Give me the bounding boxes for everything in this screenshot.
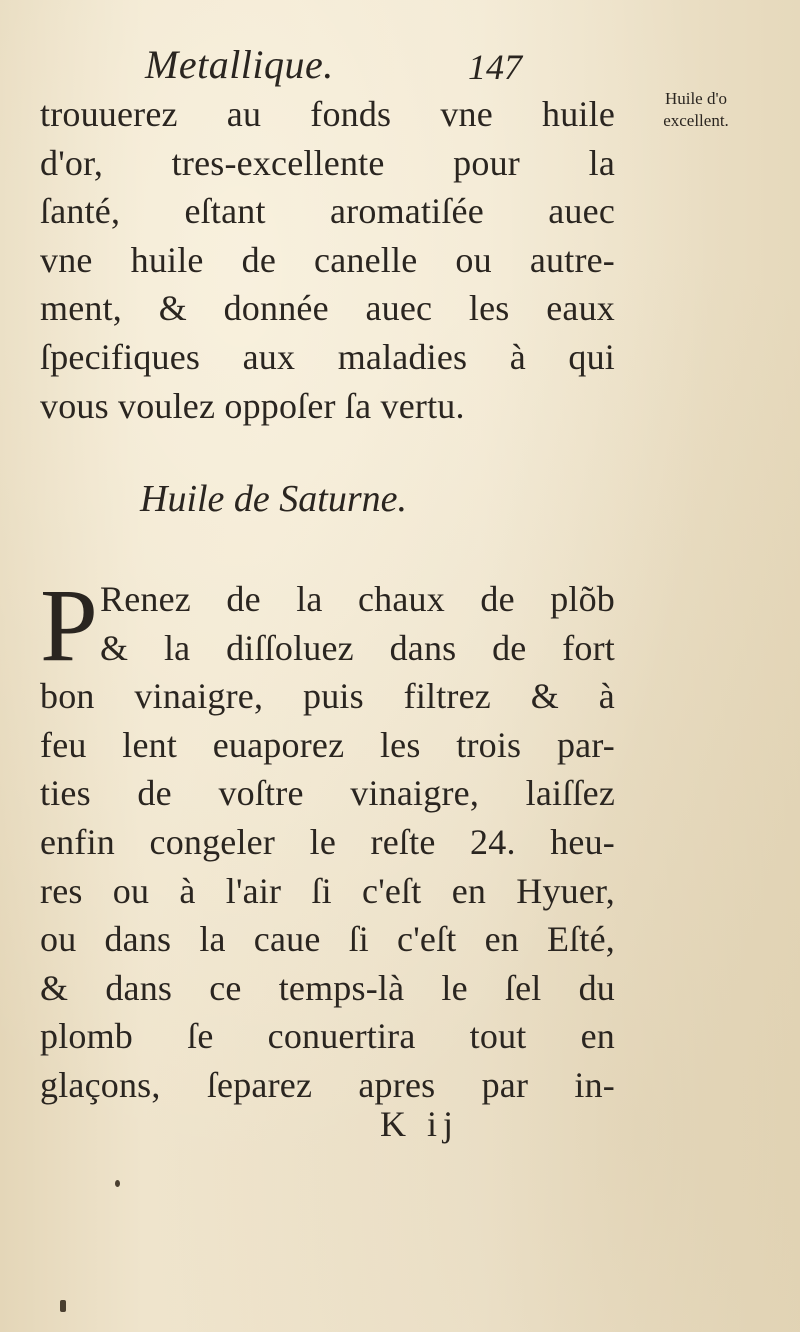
marginal-note-line: Huile d'o — [664, 89, 728, 108]
drop-cap: P — [40, 568, 98, 683]
text-line: res ou à l'air ſi c'eſt en Hyuer, — [40, 870, 615, 911]
text-line: glaçons, ſeparez apres par in- — [40, 1064, 615, 1105]
text-line: & la diſſoluez dans de fort — [100, 627, 615, 668]
text-line: d'or, tres-excellente pour la — [40, 142, 615, 183]
text-line: plomb ſe conuertira tout en — [40, 1016, 615, 1057]
text-line: bon vinaigre, puis filtrez & à — [40, 676, 615, 717]
marginal-note — [636, 88, 756, 132]
text-line: feu lent euaporez les trois par- — [40, 724, 615, 765]
signature-mark: K ij — [380, 1104, 460, 1144]
text-line: ties de voſtre vinaigre, laiſſez — [40, 773, 615, 814]
running-head: Metallique. — [145, 42, 334, 87]
text-line: & dans ce temps-là le ſel du — [40, 967, 615, 1008]
text-line: enfin congeler le reſte 24. heu- — [40, 821, 615, 862]
text-line: ou dans la caue ſi c'eſt en Eſté, — [40, 919, 615, 960]
ink-speck — [115, 1180, 120, 1187]
ink-speck — [60, 1300, 66, 1312]
text-line: ment, & donnée auec les eaux — [40, 288, 615, 329]
marginal-note-line: excellent. — [663, 111, 729, 130]
text-line: ſanté, eſtant aromatiſée auec — [40, 191, 615, 232]
text-line: Renez de la chaux de plõb — [100, 579, 615, 619]
paragraph-2 — [40, 568, 615, 1110]
paragraph-1 — [40, 90, 615, 430]
section-heading: Huile de Saturne. — [140, 478, 408, 520]
page-header — [0, 40, 800, 90]
text-line: vne huile de canelle ou autre- — [40, 239, 615, 280]
text-line: trouuerez au fonds vne huile — [40, 94, 615, 134]
text-line: ſpecifiques aux maladies à qui — [40, 336, 615, 377]
page-number: 147 — [468, 47, 522, 87]
text-line: vous voulez oppoſer ſa vertu. — [40, 385, 465, 426]
